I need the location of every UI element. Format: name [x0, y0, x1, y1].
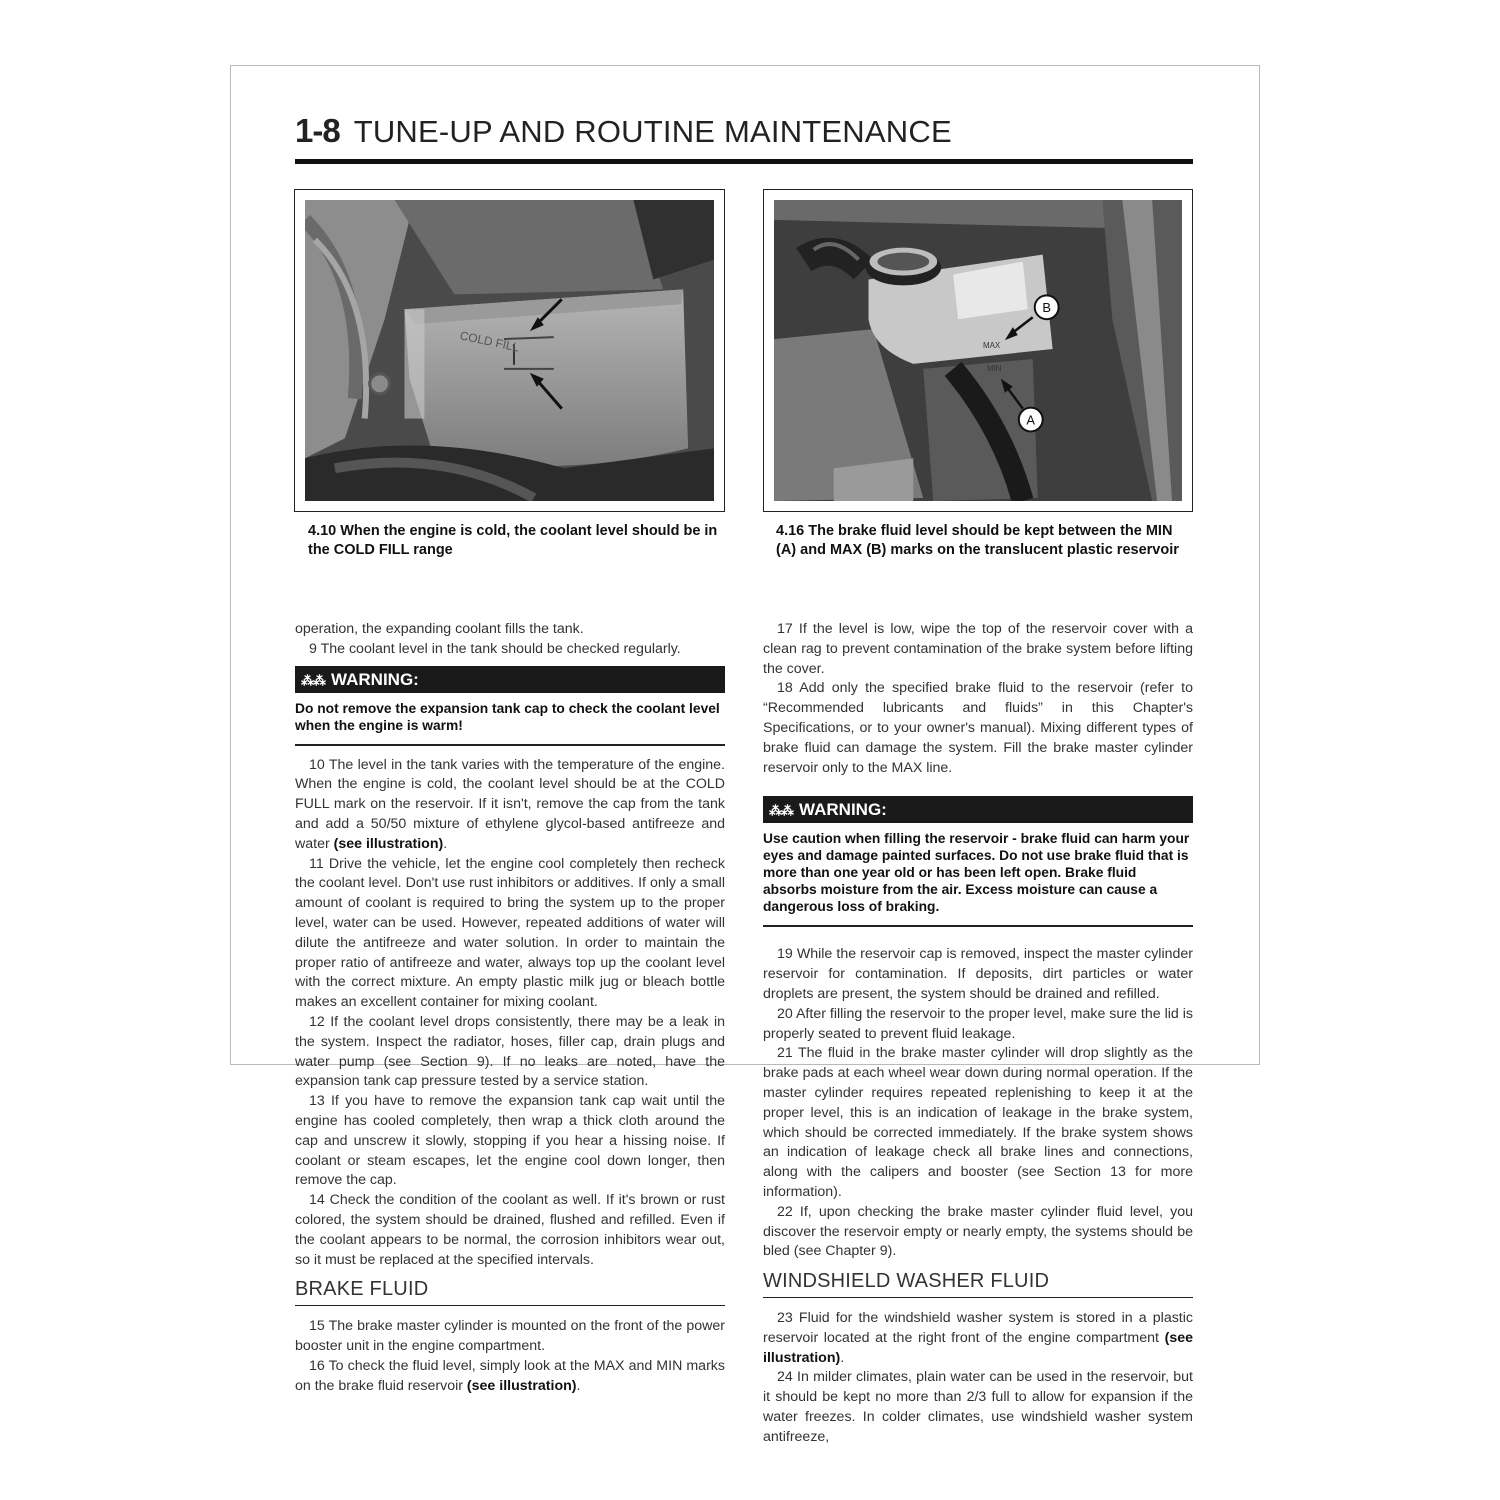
- paragraph-cont: operation, the expanding coolant fills the tank.: [295, 621, 584, 637]
- paragraph-21: 21 The fluid in the brake master cylinder will drop slightly as the brake pads at each wheel wear down during normal operation. If the master cylinder requires repeated replenishing to keep it at the proper level, this is an indication of leakage in the brake system, which should be corrected immediately. If the brake system shows an indication of leakage check all brake lines and connections, along with the calipers and booster (see Section 13 for more information).: [763, 1045, 1193, 1200]
- header-rule: [295, 159, 1193, 164]
- warning-icon: ⁂⁂: [301, 672, 325, 688]
- page-header: [295, 112, 1195, 160]
- paragraph-15: 15 The brake master cylinder is mounted on the front of the power booster unit in the engine compartment.: [295, 1318, 725, 1354]
- section-heading-washer-fluid: WINDSHIELD WASHER FLUID: [763, 1272, 1193, 1298]
- paragraph-16: 16 To check the fluid level, simply look at the MAX and MIN marks on the brake fluid reservoir (see illustration).: [295, 1357, 725, 1394]
- section-heading-brake-fluid: BRAKE FLUID: [295, 1280, 725, 1306]
- paragraph-19: 19 While the reservoir cap is removed, inspect the master cylinder reservoir for contamination. If deposits, dirt particles or water droplets are present, the system should be drained and refilled.: [763, 946, 1193, 1002]
- max-mark: MAX: [982, 341, 1001, 351]
- warning-title: WARNING:: [799, 800, 887, 820]
- figure-brake-photo: [763, 189, 1193, 512]
- paragraph-18: 18 Add only the specified brake fluid to the reservoir (refer to “Recommended lubricants and fluids” in this Chapter's Specifications, or to your owner's manual). Mixing different types of brake fluid can damage the system. Fill the brake master cylinder reservoir only to the MAX line.: [763, 680, 1193, 776]
- cold-fill-photo-text: COLD FILL: [458, 328, 521, 355]
- paragraph-9: 9 The coolant level in the tank should be checked regularly.: [309, 640, 681, 657]
- brake-reservoir-image: [774, 200, 1182, 501]
- figure-caption-4-10: 4.10 When the engine is cold, the coolant level should be in the COLD FILL range: [308, 523, 718, 558]
- figure-caption-4-16: 4.16 The brake fluid level should be kept between the MIN (A) and MAX (B) marks on the translucent plastic reservoir: [776, 523, 1179, 558]
- coolant-tank-image: [305, 200, 714, 501]
- paragraph-14: 14 Check the condition of the coolant as well. If it's brown or rust colored, the system should be drained, flushed and refilled. Even if the coolant appears to be normal, the corrosion inhibitors wear out, so it must be replaced at the specified intervals.: [295, 1192, 725, 1268]
- warning-text: Do not remove the expansion tank cap to check the coolant level when the engine is warm!: [295, 700, 725, 746]
- paragraph-13: 13 If you have to remove the expansion tank cap wait until the engine has cooled completely, then wrap a thick cloth around the cap and unscrew it slowly, stopping if you hear a hissing noise. If coolant or steam escapes, let the engine cool down longer, then remove the cap.: [295, 1093, 725, 1189]
- paragraph-23: 23 Fluid for the windshield washer system is stored in a plastic reservoir located at the right front of the engine compartment (see illustration).: [763, 1309, 1193, 1366]
- paragraph-20: 20 After filling the reservoir to the proper level, make sure the lid is properly seated to prevent fluid leakage.: [763, 1005, 1193, 1042]
- warning-text: Use caution when filling the reservoir - brake fluid can harm your eyes and damage painted surfaces. Do not use brake fluid that is more than one year old or has been left open. Brake fluid absorbs moisture from the air. Excess moisture can cause a dangerous loss of braking.: [763, 830, 1193, 927]
- min-mark: MIN: [986, 363, 1002, 373]
- left-column: [295, 620, 725, 1396]
- figure-coolant-photo: [294, 189, 725, 512]
- paragraph-11: 11 Drive the vehicle, let the engine cool completely then recheck the coolant level. Don't use rust inhibitors or additives. If only a small amount of coolant is required to bring the system up to the proper level, water can be used. However, repeated additions of water will dilute the antifreeze and water solution. In order to maintain the proper ratio of antifreeze and water, always top up the coolant level with the correct mixture. An empty plastic milk jug or bleach bottle makes an excellent container for mixing coolant.: [295, 855, 725, 1011]
- warning-banner: [763, 796, 1193, 823]
- label-a: A: [1026, 412, 1036, 428]
- warning-banner: [295, 666, 725, 693]
- label-b: B: [1042, 300, 1051, 316]
- paragraph-10: 10 The level in the tank varies with the temperature of the engine. When the engine is cold, the coolant level should be at the COLD FULL mark on the reservoir. If it isn't, remove the cap from the tank and add a 50/50 mixture of ethylene glycol-based antifreeze and water (see illustration).: [295, 756, 725, 852]
- right-column: [763, 620, 1193, 1448]
- chapter-title: TUNE-UP AND ROUTINE MAINTENANCE: [353, 114, 952, 149]
- warning-title: WARNING:: [331, 669, 419, 689]
- paragraph-24: 24 In milder climates, plain water can be used in the reservoir, but it should be kept no more than 2/3 full to allow for expansion if the water freezes. In colder climates, use windshield washer system antifreeze,: [763, 1369, 1193, 1445]
- paragraph-12: 12 If the coolant level drops consistently, there may be a leak in the system. Inspect the radiator, hoses, filler cap, drain plugs and water pump (see Section 9). If no leaks are noted, have the expansion tank cap pressure tested by a service station.: [295, 1013, 725, 1090]
- paragraph-17: 17 If the level is low, wipe the top of the reservoir cover with a clean rag to prevent contamination of the brake system before lifting the cover.: [763, 621, 1193, 677]
- page-number: 1-8: [295, 112, 340, 149]
- warning-icon: ⁂⁂: [769, 803, 793, 819]
- paragraph-22: 22 If, upon checking the brake master cylinder fluid level, you discover the reservoir empty or nearly empty, the systems should be bled (see Chapter 9).: [763, 1203, 1193, 1260]
